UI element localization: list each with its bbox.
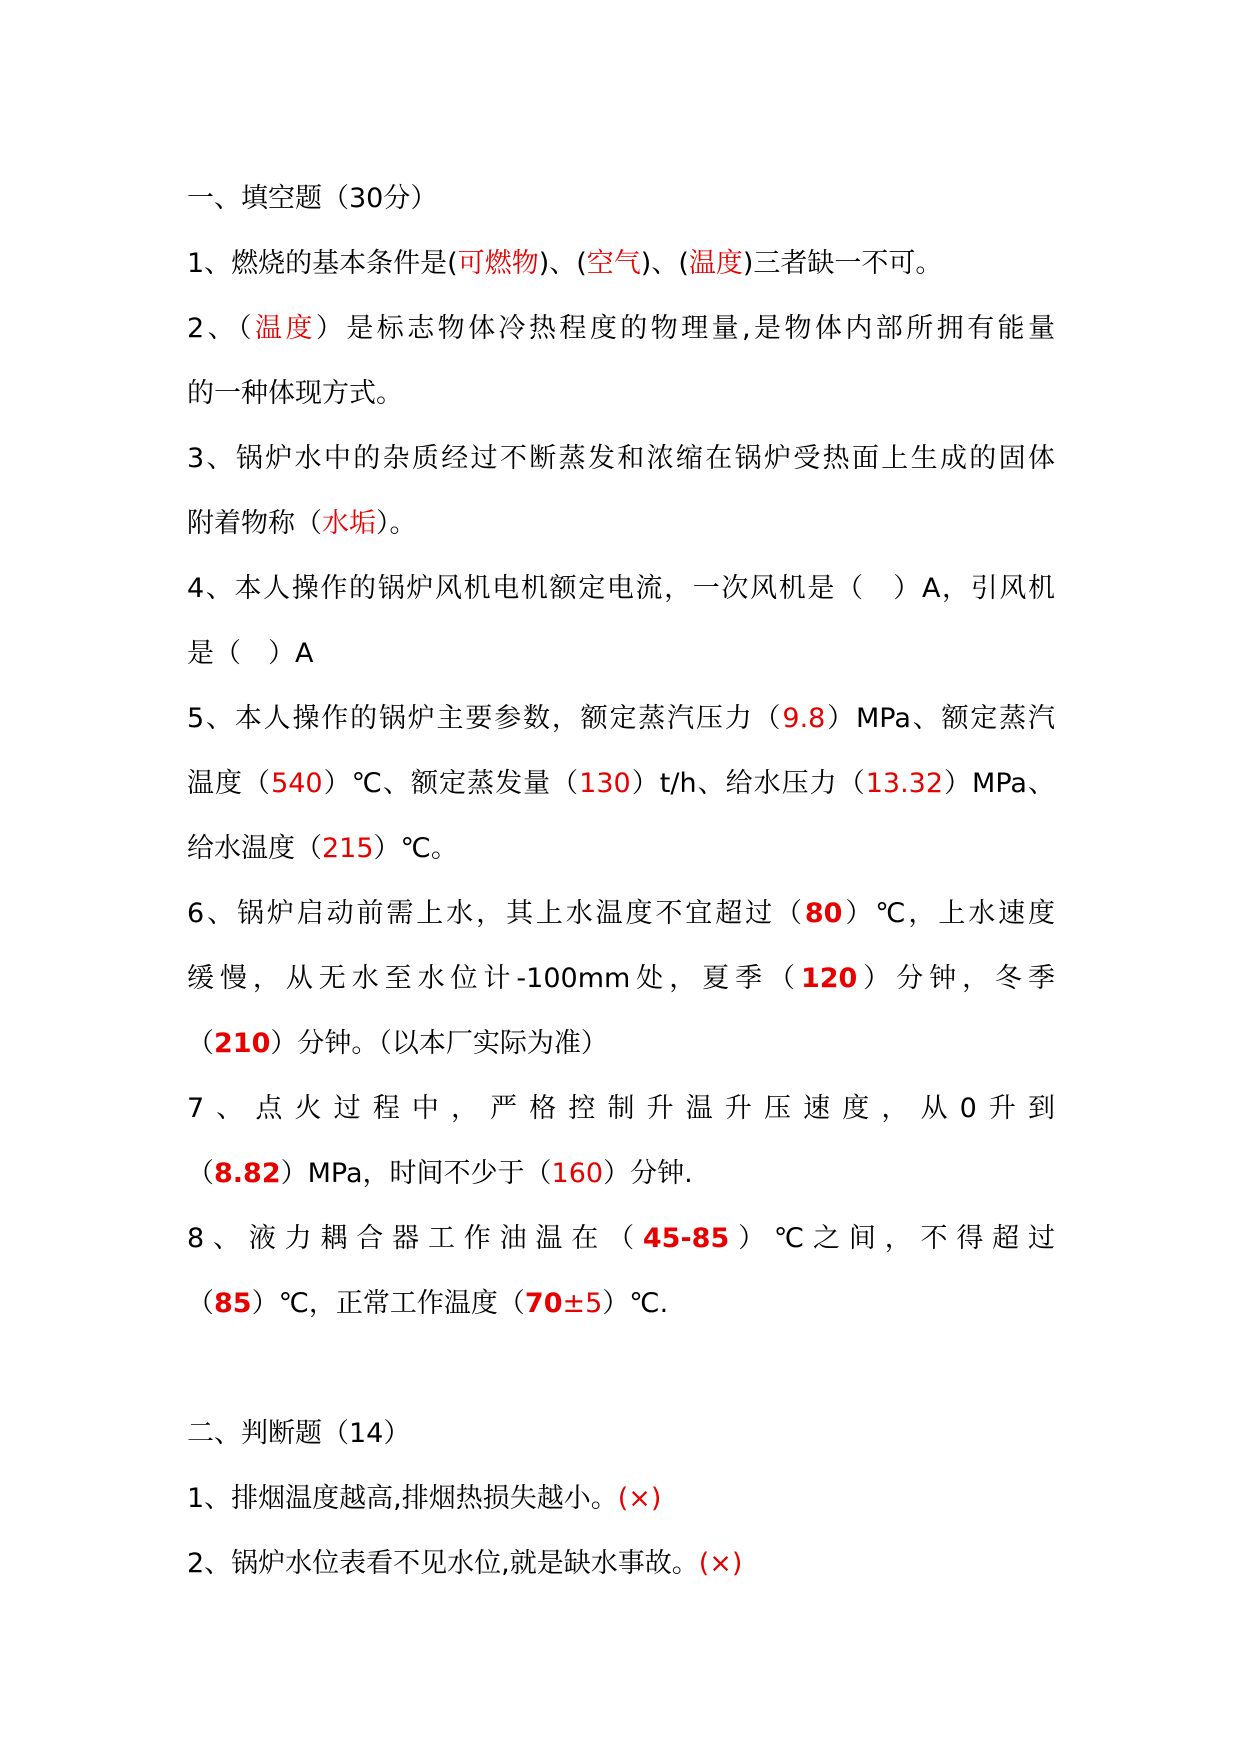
answer-text: 80 — [804, 898, 843, 929]
answer-text: 9.8 — [782, 703, 826, 734]
question-text: ）分钟. — [603, 1158, 693, 1189]
answer-text: 空气 — [586, 248, 641, 279]
question-8-line-2 — [187, 1271, 1055, 1336]
question-text: )、( — [640, 248, 689, 279]
question-text: ）℃. — [602, 1288, 669, 1319]
question-text: 附着物称（ — [187, 508, 322, 539]
question-text: ）℃，正常工作温度（ — [251, 1288, 525, 1319]
answer-text: 210 — [214, 1028, 271, 1059]
question-text: 1、排烟温度越高,排烟热损失越小。 — [187, 1483, 618, 1514]
section1-title: 一、填空题（30分） — [187, 183, 438, 214]
answer-text: 13.32 — [865, 768, 944, 799]
question-text: ）t/h、给水压力（ — [630, 768, 866, 799]
question-3-line-2 — [187, 491, 1055, 556]
judgment-question-1 — [187, 1466, 1055, 1531]
question-3-line-1: 3、锅炉水中的杂质经过不断蒸发和浓缩在锅炉受热面上生成的固体 — [187, 443, 1055, 474]
question-text: 给水温度（ — [187, 833, 322, 864]
question-5-line-2 — [187, 751, 1055, 816]
question-text: 8、液力耦合器工作油温在（ — [187, 1223, 643, 1254]
question-2-line-2: 的一种体现方式。 — [187, 378, 403, 409]
question-text: （ — [187, 1288, 214, 1319]
answer-text: 120 — [800, 963, 858, 994]
question-1 — [187, 231, 1055, 296]
answer-text: 水垢 — [322, 508, 376, 539]
question-text: ）MPa、 — [943, 768, 1055, 799]
section-gap — [187, 1336, 1055, 1401]
question-text: ）MPa、额定蒸汽 — [825, 703, 1055, 734]
question-text: ）分钟。（以本厂实际为准） — [270, 1028, 608, 1059]
question-text: ）分钟，冬季 — [857, 963, 1055, 994]
question-6-line-3 — [187, 1011, 1055, 1076]
question-text: ）℃，上水速度 — [842, 898, 1055, 929]
section2-title: 二、判断题（14） — [187, 1418, 411, 1449]
question-6-line-2 — [187, 946, 1055, 1011]
answer-text: 45-85 — [642, 1223, 730, 1254]
judgment-question-2 — [187, 1531, 1055, 1596]
question-text: 5、本人操作的锅炉主要参数，额定蒸汽压力（ — [187, 703, 783, 734]
question-4-line-1: 4、本人操作的锅炉风机电机额定电流，一次风机是（ ）A，引风机 — [187, 573, 1055, 604]
question-4-line-2: 是（ ）A — [187, 638, 314, 669]
question-7-line-1: 7、点火过程中，严格控制升温升压速度，从0升到 — [187, 1093, 1055, 1124]
question-text: ）℃之间，不得超过 — [729, 1223, 1055, 1254]
answer-text: 160 — [551, 1158, 604, 1189]
question-text: ）。 — [376, 508, 417, 539]
answer-text: ±5 — [562, 1288, 603, 1319]
question-text: 缓慢，从无水至水位计-100mm处，夏季（ — [187, 963, 801, 994]
question-2-line-1 — [187, 296, 1055, 361]
question-text: ）MPa，时间不少于（ — [280, 1158, 552, 1189]
answer-text: (×) — [698, 1548, 743, 1579]
question-text: ）℃。 — [373, 833, 458, 864]
answer-text: 8.82 — [214, 1158, 281, 1189]
question-text: )三者缺一不可。 — [742, 248, 943, 279]
question-5-line-1 — [187, 686, 1055, 751]
answer-text: (×) — [617, 1483, 662, 1514]
question-text: ）℃、额定蒸发量（ — [322, 768, 580, 799]
question-7-line-2 — [187, 1141, 1055, 1206]
answer-text: 可燃物 — [457, 248, 539, 279]
answer-text: 温度 — [255, 313, 316, 344]
question-text: （ — [187, 1158, 214, 1189]
question-text: 2、（ — [187, 313, 255, 344]
question-text: （ — [187, 1028, 214, 1059]
answer-text: 540 — [271, 768, 323, 799]
question-text: ）是标志物体冷热程度的物理量,是物体内部所拥有能量 — [315, 313, 1055, 344]
question-6-line-1 — [187, 881, 1055, 946]
answer-text: 温度 — [688, 248, 743, 279]
question-text: 6、锅炉启动前需上水，其上水温度不宜超过（ — [187, 898, 805, 929]
question-5-line-3 — [187, 816, 1055, 881]
question-text: 温度（ — [187, 768, 272, 799]
question-8-line-1 — [187, 1206, 1055, 1271]
answer-text: 130 — [579, 768, 631, 799]
document-content — [187, 166, 1055, 1596]
question-text: 1、燃烧的基本条件是( — [187, 248, 458, 279]
question-text: )、( — [538, 248, 587, 279]
answer-text: 215 — [322, 833, 374, 864]
answer-text: 70 — [524, 1288, 563, 1319]
question-text: 2、锅炉水位表看不见水位,就是缺水事故。 — [187, 1548, 699, 1579]
answer-text: 85 — [214, 1288, 252, 1319]
